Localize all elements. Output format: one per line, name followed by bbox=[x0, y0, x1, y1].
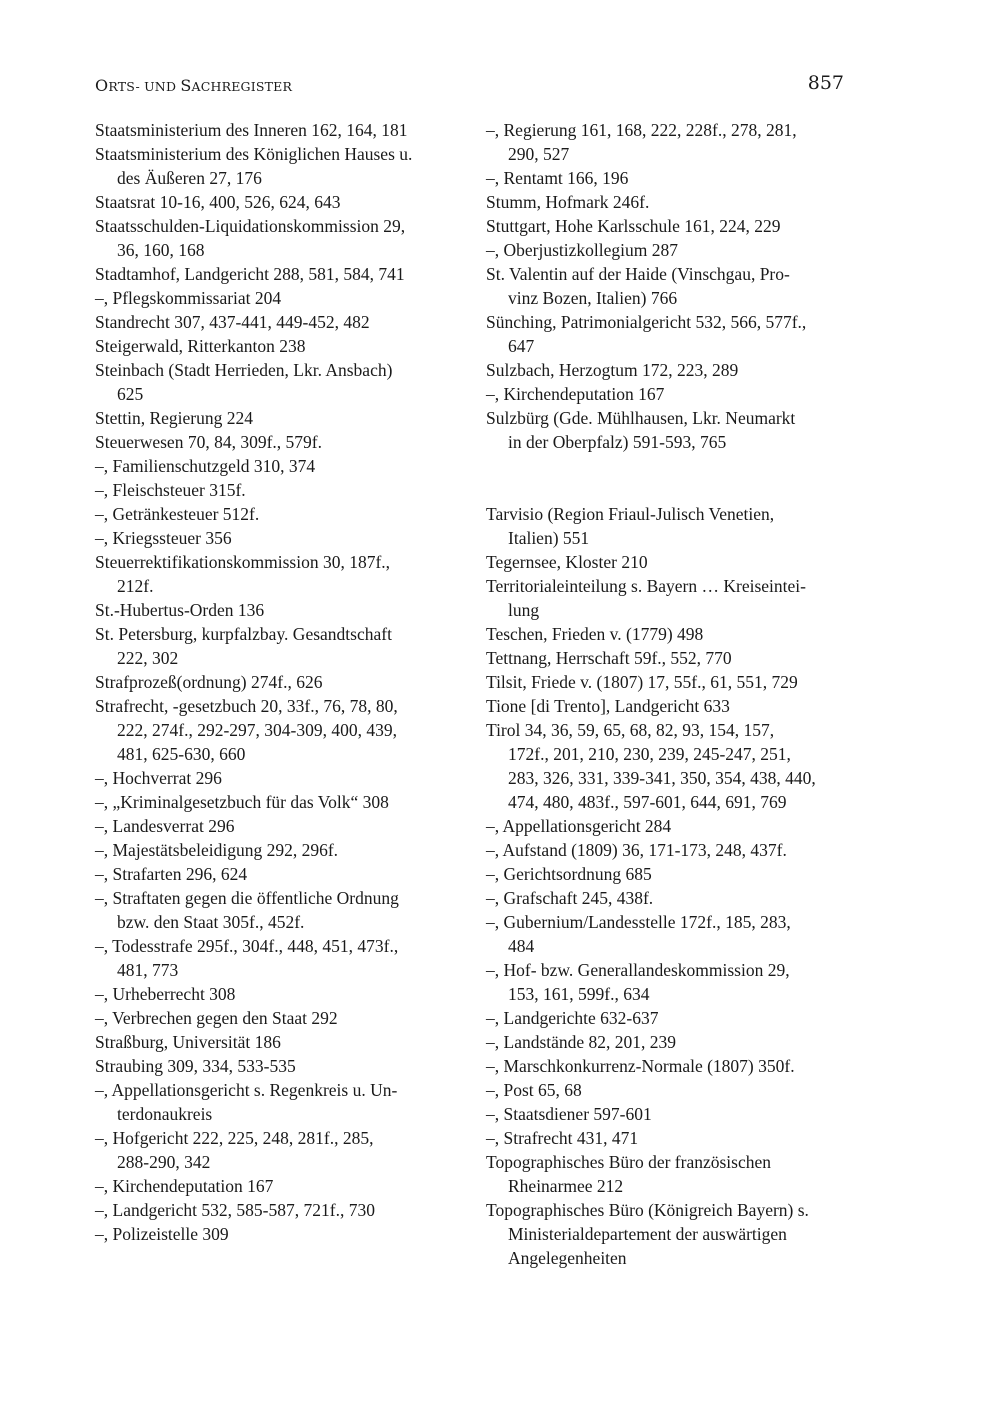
index-entry-line: Tirol 34, 36, 59, 65, 68, 82, 93, 154, 157, bbox=[486, 720, 775, 740]
index-entry-line: –, Fleischsteuer 315f. bbox=[95, 480, 246, 500]
index-entry bbox=[486, 118, 848, 166]
index-entry bbox=[95, 982, 450, 1006]
index-entry-line: –, Gubernium/Landesstelle 172f., 185, 283, bbox=[486, 912, 791, 932]
index-entry bbox=[95, 1174, 450, 1198]
index-entry-continuation: des Äußeren 27, 176 bbox=[117, 168, 262, 188]
index-entry-line: Sünching, Patrimonialgericht 532, 566, 577f., bbox=[486, 312, 807, 332]
index-entry-line: –, Appellationsgericht 284 bbox=[486, 816, 672, 836]
index-entry-line: –, Todesstrafe 295f., 304f., 448, 451, 473f., bbox=[95, 936, 399, 956]
index-entry-line: –, Pflegskommissariat 204 bbox=[95, 288, 282, 308]
index-entry-line: –, Familienschutzgeld 310, 374 bbox=[95, 456, 316, 476]
index-entry-line: Topographisches Büro (Königreich Bayern) s. bbox=[486, 1200, 809, 1220]
index-entry-line: –, Kirchendeputation 167 bbox=[486, 384, 665, 404]
index-entry-line: –, Grafschaft 245, 438f. bbox=[486, 888, 654, 908]
index-entry-line: Tilsit, Friede v. (1807) 17, 55f., 61, 551, 729 bbox=[486, 672, 798, 692]
index-entry bbox=[486, 382, 848, 406]
index-entry bbox=[486, 358, 848, 382]
index-entry-line: –, Hofgericht 222, 225, 248, 281f., 285, bbox=[95, 1128, 374, 1148]
index-entry-line: –, Landesverrat 296 bbox=[95, 816, 235, 836]
index-entry-line: –, Majestätsbeleidigung 292, 296f. bbox=[95, 840, 339, 860]
index-entry-line: –, Post 65, 68 bbox=[486, 1080, 582, 1100]
index-entry bbox=[95, 310, 450, 334]
index-entry bbox=[486, 238, 848, 262]
index-entry bbox=[95, 1126, 450, 1174]
index-entry bbox=[486, 1030, 848, 1054]
index-entry-continuation: terdonaukreis bbox=[117, 1104, 213, 1124]
index-entry bbox=[486, 214, 848, 238]
index-entry bbox=[486, 1198, 848, 1270]
index-entry bbox=[95, 118, 450, 142]
index-entry-continuation: Italien) 551 bbox=[508, 528, 590, 548]
index-entry bbox=[95, 358, 450, 406]
index-entry bbox=[486, 670, 848, 694]
index-entry-line: –, Urheberrecht 308 bbox=[95, 984, 236, 1004]
index-entry-line: –, Hof- bzw. Generallandeskommission 29, bbox=[486, 960, 790, 980]
index-entry-line: Steinbach (Stadt Herrieden, Lkr. Ansbach) bbox=[95, 360, 393, 380]
index-entry-line: –, Gerichtsordnung 685 bbox=[486, 864, 652, 884]
index-entry-line: Steuerwesen 70, 84, 309f., 579f. bbox=[95, 432, 322, 452]
index-entry bbox=[95, 1054, 450, 1078]
index-entry-line: Tettnang, Herrschaft 59f., 552, 770 bbox=[486, 648, 732, 668]
index-entry-continuation: 36, 160, 168 bbox=[117, 240, 205, 260]
index-entry bbox=[95, 1030, 450, 1054]
index-entry-line: –, Marschkonkurrenz-Normale (1807) 350f. bbox=[486, 1056, 795, 1076]
index-entry-line: Steigerwald, Ritterkanton 238 bbox=[95, 336, 306, 356]
running-head-cap: S bbox=[180, 76, 192, 95]
index-entry-line: Tegernsee, Kloster 210 bbox=[486, 552, 648, 572]
index-entry bbox=[95, 886, 450, 934]
index-entry-line: –, Oberjustizkollegium 287 bbox=[486, 240, 678, 260]
index-entry-continuation: 474, 480, 483f., 597-601, 644, 691, 769 bbox=[508, 792, 787, 812]
left-index-column bbox=[95, 118, 450, 1246]
index-entry-continuation: vinz Bozen, Italien) 766 bbox=[508, 288, 678, 308]
index-entry-line: –, Landstände 82, 201, 239 bbox=[486, 1032, 677, 1052]
index-entry-continuation: 222, 302 bbox=[117, 648, 179, 668]
index-entry-line: Strafrecht, -gesetzbuch 20, 33f., 76, 78, 80, bbox=[95, 696, 398, 716]
index-entry-line: –, Aufstand (1809) 36, 171-173, 248, 437f. bbox=[486, 840, 787, 860]
index-entry bbox=[486, 646, 848, 670]
index-entry-line: –, Rentamt 166, 196 bbox=[486, 168, 629, 188]
index-entry-line: Stettin, Regierung 224 bbox=[95, 408, 253, 428]
index-entry bbox=[95, 814, 450, 838]
running-head bbox=[95, 76, 292, 95]
index-entry bbox=[95, 430, 450, 454]
index-entry bbox=[486, 406, 848, 454]
index-entry bbox=[486, 310, 848, 358]
index-entry bbox=[486, 694, 848, 718]
index-entry bbox=[95, 766, 450, 790]
index-entry-continuation: in der Oberpfalz) 591-593, 765 bbox=[508, 432, 727, 452]
index-entry bbox=[486, 1150, 848, 1198]
index-entry bbox=[486, 814, 848, 838]
index-entry bbox=[486, 886, 848, 910]
index-entry-line: Tione [di Trento], Landgericht 633 bbox=[486, 696, 730, 716]
index-entry bbox=[486, 862, 848, 886]
index-entry-line: –, Regierung 161, 168, 222, 228f., 278, 281, bbox=[486, 120, 797, 140]
index-entry-continuation: 290, 527 bbox=[508, 144, 570, 164]
index-entry-line: St. Petersburg, kurpfalzbay. Gesandtschaft bbox=[95, 624, 392, 644]
index-entry-continuation: Angelegenheiten bbox=[508, 1248, 627, 1268]
index-entry bbox=[95, 406, 450, 430]
index-entry bbox=[95, 502, 450, 526]
index-entry-line: Tarvisio (Region Friaul-Julisch Venetien, bbox=[486, 504, 775, 524]
index-entry-line: St.-Hubertus-Orden 136 bbox=[95, 600, 265, 620]
index-entry bbox=[95, 190, 450, 214]
index-entry-line: Stadtamhof, Landgericht 288, 581, 584, 741 bbox=[95, 264, 405, 284]
index-entry bbox=[486, 190, 848, 214]
index-entry-line: Topographisches Büro der französischen bbox=[486, 1152, 772, 1172]
index-entry-continuation: 625 bbox=[117, 384, 144, 404]
index-entry-line: –, Kriegssteuer 356 bbox=[95, 528, 232, 548]
index-entry-line: –, Staatsdiener 597-601 bbox=[486, 1104, 652, 1124]
index-entry bbox=[486, 910, 848, 958]
index-entry-line: Strafprozeß(ordnung) 274f., 626 bbox=[95, 672, 323, 692]
index-entry bbox=[95, 1006, 450, 1030]
index-entry-continuation: 153, 161, 599f., 634 bbox=[508, 984, 650, 1004]
index-entry bbox=[95, 934, 450, 982]
index-entry bbox=[486, 1126, 848, 1150]
index-entry bbox=[95, 1198, 450, 1222]
right-index-column bbox=[486, 118, 848, 1270]
index-entry bbox=[95, 694, 450, 766]
index-entry bbox=[486, 574, 848, 622]
index-entry-line: Staatsrat 10-16, 400, 526, 624, 643 bbox=[95, 192, 341, 212]
index-entry-line: Teschen, Frieden v. (1779) 498 bbox=[486, 624, 704, 644]
index-entry-line: St. Valentin auf der Haide (Vinschgau, Pro- bbox=[486, 264, 790, 284]
index-entry-line: –, Verbrechen gegen den Staat 292 bbox=[95, 1008, 338, 1028]
page-number: 857 bbox=[807, 72, 844, 94]
index-entry bbox=[95, 598, 450, 622]
index-entry-continuation: Rheinarmee 212 bbox=[508, 1176, 624, 1196]
running-head-cap: O bbox=[95, 76, 109, 95]
index-entry-line: Straßburg, Universität 186 bbox=[95, 1032, 281, 1052]
index-entry bbox=[95, 1222, 450, 1246]
index-entry-continuation: 484 bbox=[508, 936, 535, 956]
index-entry bbox=[486, 718, 848, 814]
index-entry-continuation: 172f., 201, 210, 230, 239, 245-247, 251, bbox=[508, 744, 791, 764]
index-entry bbox=[95, 838, 450, 862]
index-entry bbox=[486, 1078, 848, 1102]
index-entry-continuation: 288-290, 342 bbox=[117, 1152, 211, 1172]
index-entry bbox=[95, 670, 450, 694]
index-section-s-continued bbox=[486, 118, 848, 454]
index-entry bbox=[486, 622, 848, 646]
index-entry-continuation: 481, 625-630, 660 bbox=[117, 744, 246, 764]
index-entry bbox=[486, 958, 848, 1006]
index-entry-line: Sulzbürg (Gde. Mühlhausen, Lkr. Neumarkt bbox=[486, 408, 796, 428]
index-entry-line: –, „Kriminalgesetzbuch für das Volk“ 308 bbox=[95, 792, 389, 812]
index-entry-line: –, Strafrecht 431, 471 bbox=[486, 1128, 639, 1148]
index-entry bbox=[486, 550, 848, 574]
index-entry bbox=[95, 286, 450, 310]
index-entry bbox=[95, 862, 450, 886]
running-head-small: ACHREGISTER bbox=[191, 79, 293, 94]
index-entry-line: –, Kirchendeputation 167 bbox=[95, 1176, 274, 1196]
index-entry-line: Straubing 309, 334, 533-535 bbox=[95, 1056, 296, 1076]
index-entry-line: –, Polizeistelle 309 bbox=[95, 1224, 229, 1244]
index-entry bbox=[95, 790, 450, 814]
index-entry-line: –, Landgericht 532, 585-587, 721f., 730 bbox=[95, 1200, 375, 1220]
index-entry bbox=[486, 166, 848, 190]
index-entry-line: Standrecht 307, 437-441, 449-452, 482 bbox=[95, 312, 370, 332]
index-entry bbox=[486, 502, 848, 550]
index-entry bbox=[486, 1006, 848, 1030]
index-entry-continuation: 212f. bbox=[117, 576, 154, 596]
section-gap bbox=[486, 454, 848, 478]
index-entry-continuation: lung bbox=[508, 600, 540, 620]
index-entry bbox=[95, 142, 450, 190]
index-entry bbox=[95, 454, 450, 478]
section-gap bbox=[486, 478, 848, 502]
index-entry-line: Staatsministerium des Inneren 162, 164, 181 bbox=[95, 120, 408, 140]
index-entry bbox=[95, 478, 450, 502]
index-entry bbox=[95, 262, 450, 286]
index-entry bbox=[95, 622, 450, 670]
index-entry-line: –, Landgerichte 632-637 bbox=[486, 1008, 659, 1028]
index-entry bbox=[95, 214, 450, 262]
index-entry-line: –, Strafarten 296, 624 bbox=[95, 864, 248, 884]
index-entry bbox=[95, 1078, 450, 1126]
index-entry-line: –, Hochverrat 296 bbox=[95, 768, 222, 788]
index-entry-line: –, Straftaten gegen die öffentliche Ordnung bbox=[95, 888, 399, 908]
index-entry bbox=[486, 1102, 848, 1126]
index-entry-continuation: bzw. den Staat 305f., 452f. bbox=[117, 912, 305, 932]
index-entry bbox=[486, 838, 848, 862]
index-entry-continuation: 647 bbox=[508, 336, 535, 356]
index-entry-line: Sulzbach, Herzogtum 172, 223, 289 bbox=[486, 360, 739, 380]
index-entry bbox=[486, 262, 848, 310]
index-entry bbox=[95, 526, 450, 550]
index-entry-continuation: 283, 326, 331, 339-341, 350, 354, 438, 440, bbox=[508, 768, 816, 788]
index-entry-line: Stuttgart, Hohe Karlsschule 161, 224, 229 bbox=[486, 216, 781, 236]
index-entry bbox=[486, 1054, 848, 1078]
index-entry-line: Territorialeinteilung s. Bayern … Kreiseintei- bbox=[486, 576, 806, 596]
index-entry-continuation: 222, 274f., 292-297, 304-309, 400, 439, bbox=[117, 720, 397, 740]
index-entry-line: Staatsministerium des Königlichen Hauses u. bbox=[95, 144, 413, 164]
index-section-t bbox=[486, 502, 848, 1270]
index-entry-line: Stumm, Hofmark 246f. bbox=[486, 192, 650, 212]
index-entry bbox=[95, 550, 450, 598]
index-entry-continuation: 481, 773 bbox=[117, 960, 179, 980]
index-entry-line: Staatsschulden-Liquidationskommission 29, bbox=[95, 216, 406, 236]
index-entry-line: –, Getränkesteuer 512f. bbox=[95, 504, 260, 524]
index-entry-line: Steuerrektifikationskommission 30, 187f., bbox=[95, 552, 391, 572]
index-entry-line: –, Appellationsgericht s. Regenkreis u. Un- bbox=[95, 1080, 398, 1100]
index-entry bbox=[95, 334, 450, 358]
running-head-small: RTS- UND bbox=[108, 79, 181, 94]
index-entry-continuation: Ministerialdepartement der auswärtigen bbox=[508, 1224, 787, 1244]
